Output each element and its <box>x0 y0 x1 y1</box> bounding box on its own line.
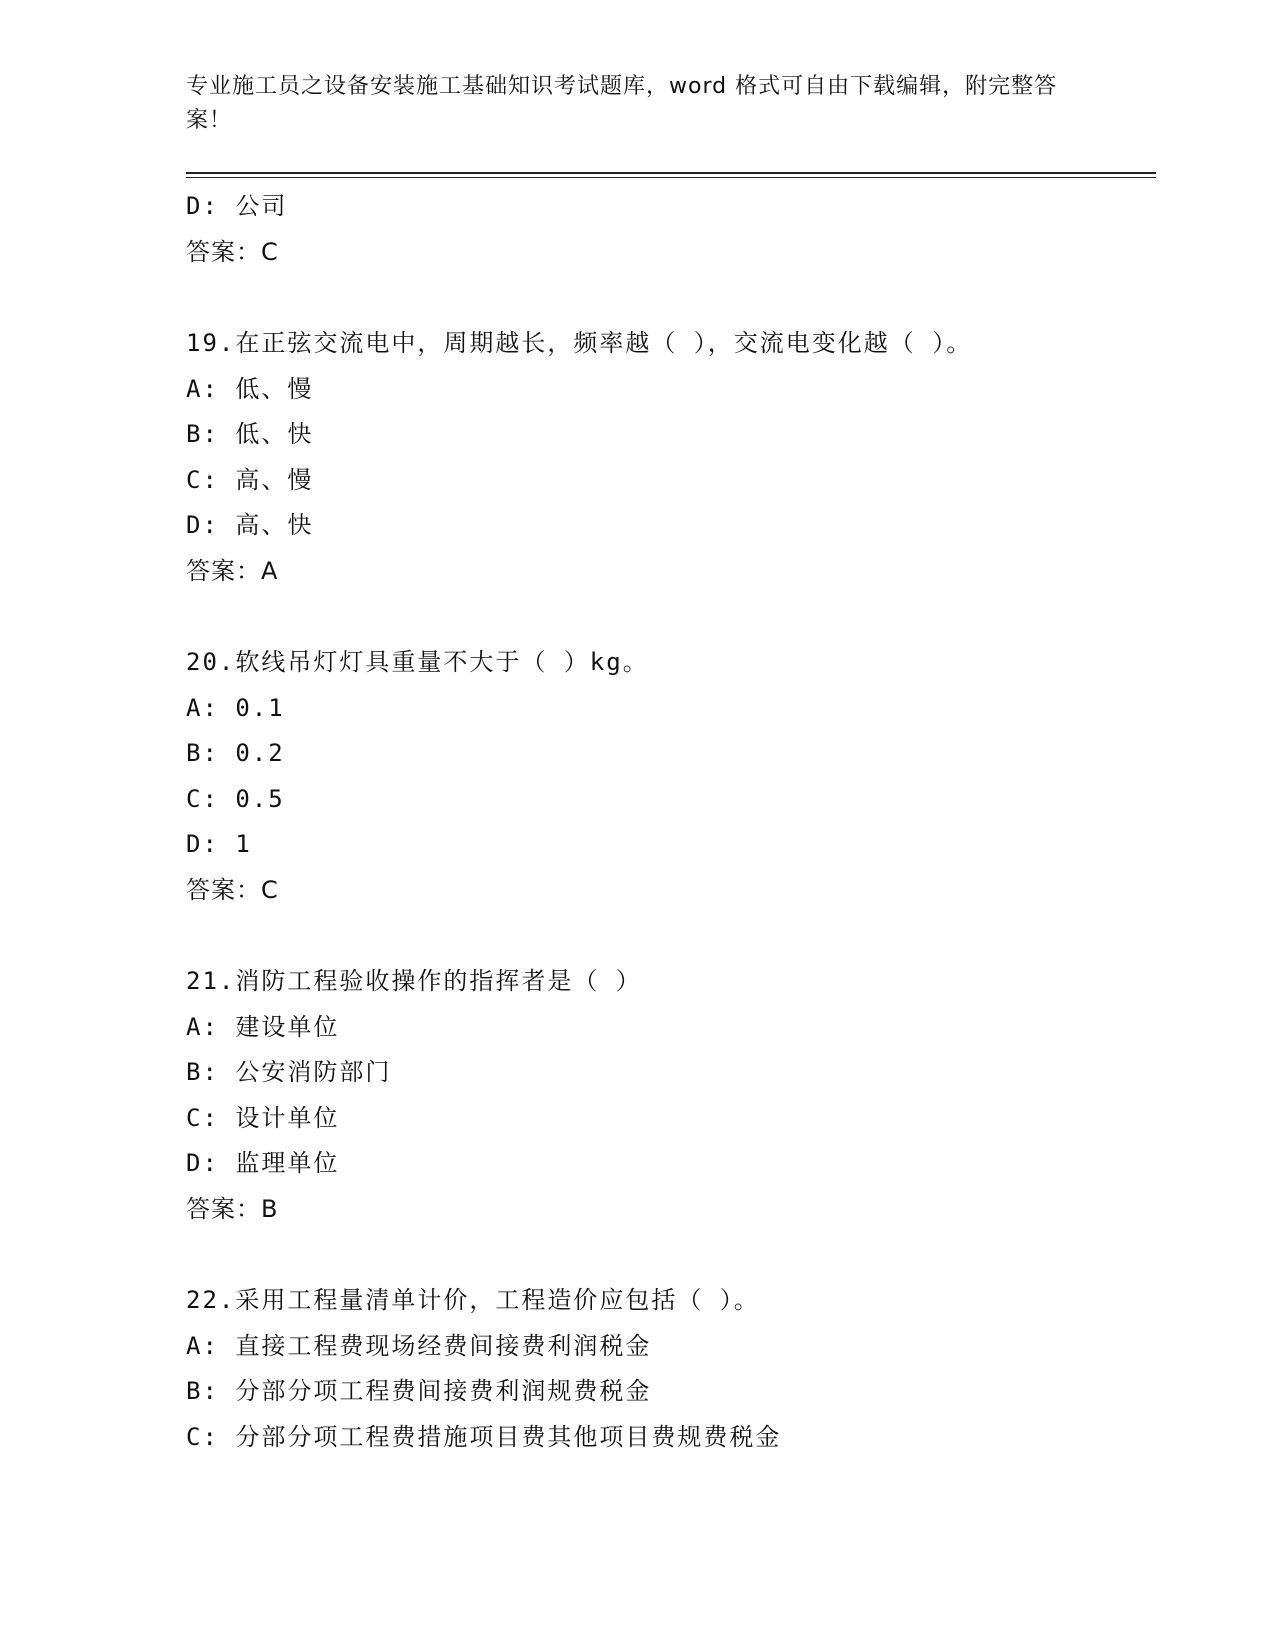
option-a: A: 直接工程费现场经费间接费利润税金 <box>186 1331 652 1360</box>
answer: 答案：C <box>186 875 279 904</box>
previous-option-d: D: 公司 <box>186 192 288 220</box>
option-b: B: 低、快 <box>186 420 314 448</box>
option-b: B: 0.2 <box>186 739 285 767</box>
option-c: C: 分部分项工程费措施项目费其他项目费规费税金 <box>186 1422 782 1451</box>
option-c: C: 0.5 <box>186 784 285 813</box>
answer: 答案：B <box>186 1194 279 1223</box>
option-a: A: 低、慢 <box>186 374 314 403</box>
option-c: C: 设计单位 <box>186 1103 340 1132</box>
option-b: B: 分部分项工程费间接费利润规费税金 <box>186 1377 652 1405</box>
question-stem: 19.在正弦交流电中，周期越长，频率越（ ），交流电变化越（ ）。 <box>186 329 973 357</box>
previous-answer: 答案：C <box>186 237 279 266</box>
option-b: B: 公安消防部门 <box>186 1058 392 1086</box>
option-d: D: 高、快 <box>186 511 314 539</box>
question-20 <box>186 640 1146 913</box>
option-a: A: 建设单位 <box>186 1012 340 1041</box>
option-a: A: 0.1 <box>186 693 285 722</box>
document-page <box>186 70 1146 1460</box>
option-c: C: 高、慢 <box>186 465 314 494</box>
question-19 <box>186 321 1146 594</box>
question-21 <box>186 959 1146 1232</box>
header-divider <box>186 172 1156 178</box>
question-stem: 20.软线吊灯灯具重量不大于（ ）kg。 <box>186 648 649 676</box>
option-d: D: 监理单位 <box>186 1149 340 1177</box>
question-stem: 21.消防工程验收操作的指挥者是（ ） <box>186 967 642 995</box>
question-stem: 22.采用工程量清单计价，工程造价应包括（ ）。 <box>186 1286 760 1314</box>
option-d: D: 1 <box>186 830 252 858</box>
answer: 答案：A <box>186 556 279 585</box>
document-header: 专业施工员之设备安装施工基础知识考试题库，word 格式可自由下载编辑，附完整答案！ <box>186 74 1058 133</box>
question-22 <box>186 1278 1146 1460</box>
